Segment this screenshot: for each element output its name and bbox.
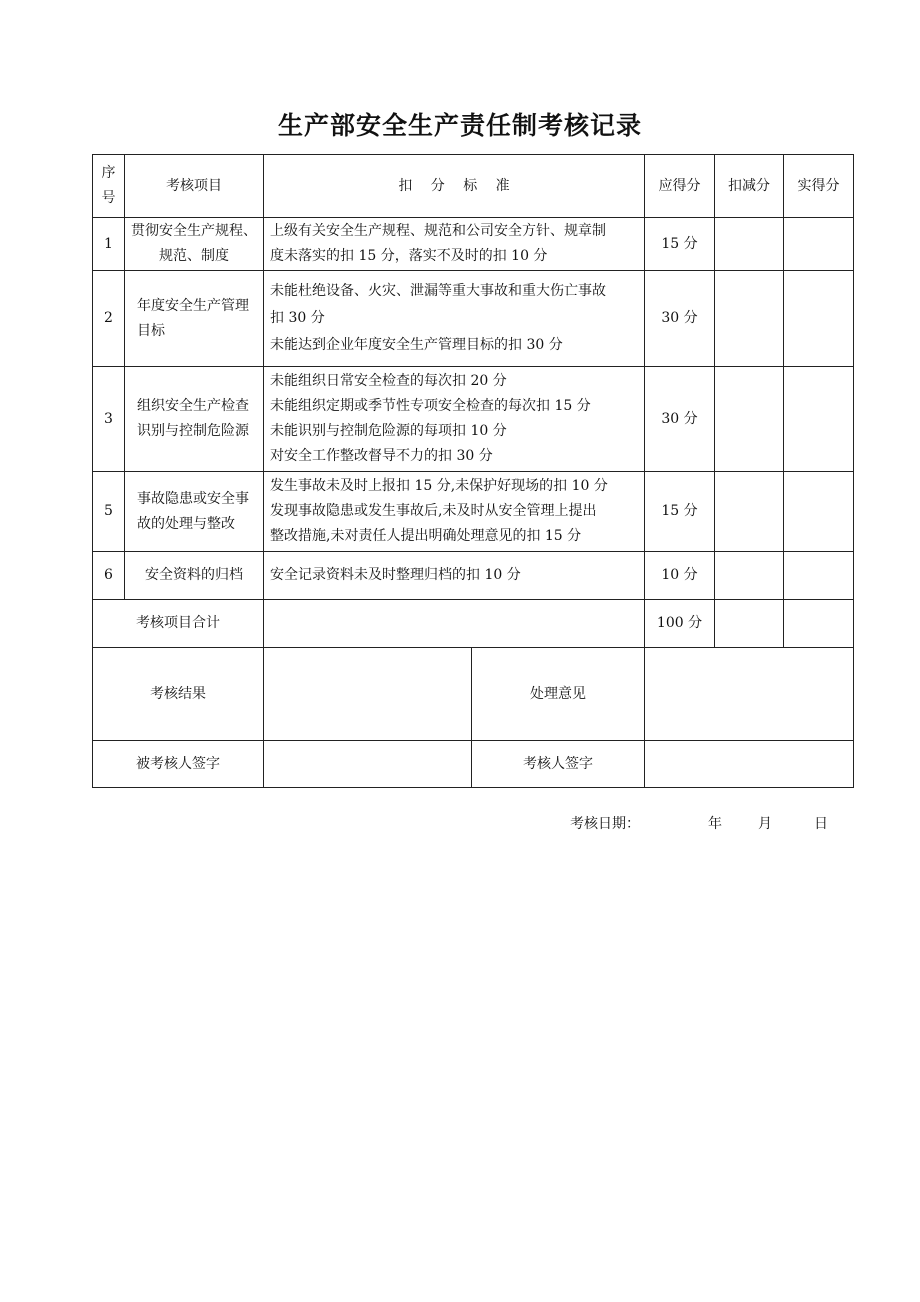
total-row	[93, 600, 854, 648]
table-row	[93, 271, 854, 367]
row-seq: 2	[93, 271, 125, 367]
date-year: 年	[708, 816, 722, 832]
total-label: 考核项目合计	[93, 600, 264, 648]
row-deduct-cell[interactable]	[715, 271, 784, 367]
row-due: 10 分	[645, 552, 715, 600]
row-deduct-cell[interactable]	[715, 367, 784, 472]
row-standard	[264, 472, 645, 552]
row-item: 组织安全生产检查识别与控制危险源	[125, 367, 264, 472]
header-standard: 扣 分 标 准	[264, 155, 645, 218]
assessee-signature-cell[interactable]	[264, 741, 472, 788]
table-row	[93, 218, 854, 271]
standard-line: 扣 30 分	[270, 310, 325, 326]
row-actual-cell[interactable]	[784, 271, 854, 367]
row-standard	[264, 367, 645, 472]
standard-line: 未能达到企业年度安全生产管理目标的扣 30 分	[270, 337, 563, 353]
row-standard	[264, 552, 645, 600]
date-day: 日	[814, 816, 828, 832]
header-seq: 序号	[93, 155, 125, 218]
standard-line: 上级有关安全生产规程、规范和公司安全方针、规章制	[270, 223, 606, 239]
opinion-value-cell[interactable]	[645, 648, 854, 741]
row-due: 15 分	[645, 218, 715, 271]
row-standard	[264, 271, 645, 367]
row-deduct-cell[interactable]	[715, 472, 784, 552]
header-actual: 实得分	[784, 155, 854, 218]
assessor-signature-label: 考核人签字	[472, 741, 645, 788]
row-seq: 3	[93, 367, 125, 472]
row-standard	[264, 218, 645, 271]
total-due: 100 分	[645, 600, 715, 648]
standard-line: 未能杜绝设备、火灾、泄漏等重大事故和重大伤亡事故	[270, 283, 606, 299]
header-row	[93, 155, 854, 218]
row-item: 年度安全生产管理目标	[125, 271, 264, 367]
row-actual-cell[interactable]	[784, 472, 854, 552]
result-row	[93, 648, 854, 741]
row-item: 安全资料的归档	[125, 552, 264, 600]
signature-row	[93, 741, 854, 788]
row-seq: 5	[93, 472, 125, 552]
row-due: 30 分	[645, 271, 715, 367]
document-title: 生产部安全生产责任制考核记录	[277, 111, 642, 140]
total-deduct-cell[interactable]	[715, 600, 784, 648]
row-item: 事故隐患或安全事故的处理与整改	[125, 472, 264, 552]
standard-line: 对安全工作整改督导不力的扣 30 分	[270, 448, 493, 464]
row-seq: 1	[93, 218, 125, 271]
row-item: 贯彻安全生产规程、规范、制度	[125, 218, 264, 271]
assessment-date-label: 考核日期：	[570, 816, 640, 832]
standard-line: 未能组织定期或季节性专项安全检查的每次扣 15 分	[270, 398, 591, 414]
header-deduct: 扣减分	[715, 155, 784, 218]
standard-line: 发现事故隐患或发生事故后,未及时从安全管理上提出	[270, 503, 597, 519]
header-due: 应得分	[645, 155, 715, 218]
result-label: 考核结果	[93, 648, 264, 741]
standard-line: 未能组织日常安全检查的每次扣 20 分	[270, 373, 507, 389]
assessee-signature-label: 被考核人签字	[93, 741, 264, 788]
row-actual-cell[interactable]	[784, 552, 854, 600]
row-actual-cell[interactable]	[784, 218, 854, 271]
table-row	[93, 472, 854, 552]
total-standard-cell	[264, 600, 645, 648]
row-seq: 6	[93, 552, 125, 600]
table-row	[93, 552, 854, 600]
row-deduct-cell[interactable]	[715, 552, 784, 600]
assessment-table	[92, 154, 854, 788]
standard-line: 未能识别与控制危险源的每项扣 10 分	[270, 423, 507, 439]
header-item: 考核项目	[125, 155, 264, 218]
row-due: 30 分	[645, 367, 715, 472]
row-due: 15 分	[645, 472, 715, 552]
table-row	[93, 367, 854, 472]
result-value-cell[interactable]	[264, 648, 472, 741]
standard-line: 整改措施,未对责任人提出明确处理意见的扣 15 分	[270, 528, 582, 544]
standard-line: 安全记录资料未及时整理归档的扣 10 分	[270, 567, 521, 583]
total-actual-cell[interactable]	[784, 600, 854, 648]
assessor-signature-cell[interactable]	[645, 741, 854, 788]
standard-line: 发生事故未及时上报扣 15 分,未保护好现场的扣 10 分	[270, 478, 608, 494]
standard-line: 度未落实的扣 15 分，落实不及时的扣 10 分	[270, 248, 548, 264]
date-month: 月	[758, 816, 772, 832]
row-actual-cell[interactable]	[784, 367, 854, 472]
opinion-label: 处理意见	[472, 648, 645, 741]
row-deduct-cell[interactable]	[715, 218, 784, 271]
